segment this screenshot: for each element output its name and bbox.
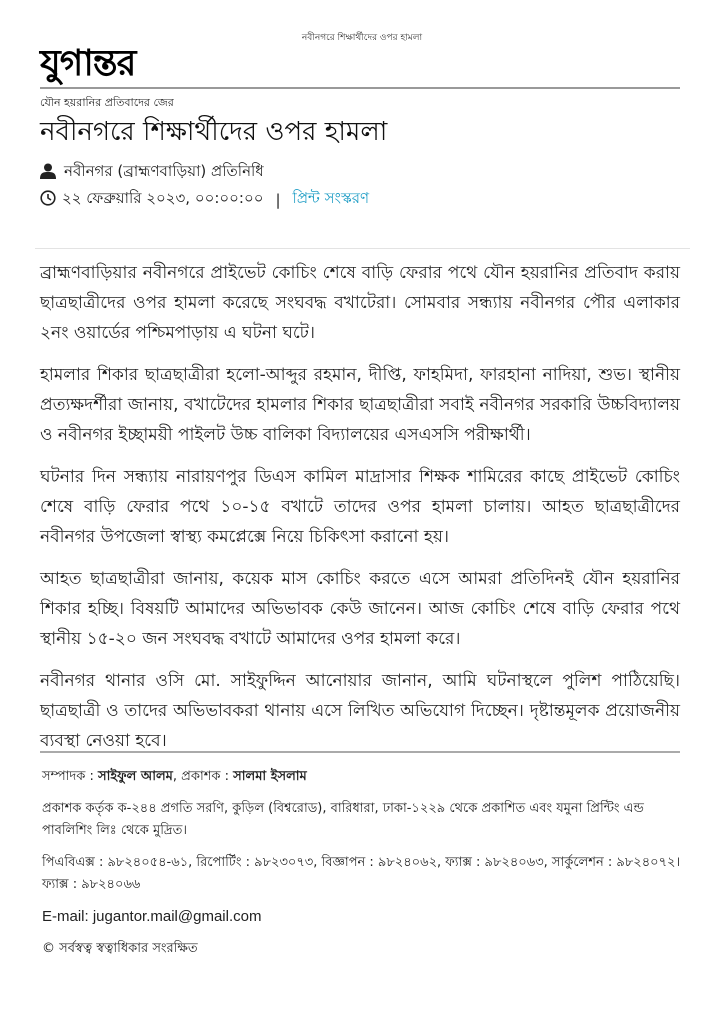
footer bbox=[42, 766, 682, 970]
footer-divider bbox=[40, 751, 680, 753]
dateline bbox=[40, 187, 369, 212]
address: প্রকাশক কর্তৃক ক-২৪৪ প্রগতি সরণি, কুড়িল (বিশ্বরোড), বারিধারা, ঢাকা-১২২৯ থেকে প্রকাশিত এবং যমুনা প্রিন্টিং এন্ড পাবলিশিং লিঃ থেকে মুদ্রিত। bbox=[42, 801, 644, 838]
editor-label: সম্পাদক : bbox=[42, 769, 98, 784]
article-divider bbox=[35, 248, 690, 249]
page-header-title: নবীনগরে শিক্ষার্থীদের ওপর হামলা bbox=[301, 33, 423, 43]
article-body bbox=[40, 258, 680, 768]
clock-icon bbox=[40, 190, 56, 210]
email: E-mail: jugantor.mail@gmail.com bbox=[42, 908, 262, 925]
article-paragraph: ব্রাহ্মণবাড়িয়ার নবীনগরে প্রাইভেট কোচিং শেষে বাড়ি ফেরার পথে যৌন হয়রানির প্রতিবাদ করায় ছাত্রছাত্রীদের ওপর হামলা করেছে সংঘবদ্ধ বখাটেরা। সোমবার সন্ধ্যায় নবীনগর পৌর এলাকার ২নং ওয়ার্ডের পশ্চিমপাড়ায় এ ঘটনা ঘটে। bbox=[40, 263, 680, 343]
editor-name: সাইফুল আলম bbox=[98, 769, 173, 784]
copyright: © সর্বস্বত্ব স্বত্বাধিকার সংরক্ষিত bbox=[42, 941, 198, 956]
publisher-name: সালমা ইসলাম bbox=[233, 769, 307, 784]
article-paragraph: আহত ছাত্রছাত্রীরা জানায়, কয়েক মাস কোচিং করতে এসে আমরা প্রতিদিনই যৌন হয়রানির শিকার হচ্ছি। বিষয়টি আমাদের অভিভাবক কেউ জানেন। আজ কোচিং শেষে বাড়ি ফেরার পথে স্থানীয় ১৫-২০ জন সংঘবদ্ধ বখাটে আমাদের ওপর হামলা করে। bbox=[40, 569, 680, 649]
article-paragraph: নবীনগর থানার ওসি মো. সাইফুদ্দিন আনোয়ার জানান, আমি ঘটনাস্থলে পুলিশ পাঠিয়েছি। ছাত্রছাত্রী ও তাদের অভিভাবকরা থানায় এসে লিখিত অভিযোগ দিচ্ছেন। দৃষ্টান্তমূলক প্রয়োজনীয় ব্যবস্থা নেওয়া হবে। bbox=[40, 671, 680, 751]
article-paragraph: ঘটনার দিন সন্ধ্যায় নারায়ণপুর ডিএস কামিল মাদ্রাসার শিক্ষক শামিরের কাছে প্রাইভেট কোচিং শেষে বাড়ি ফেরার পথে ১০-১৫ বখাটে তাদের ওপর হামলা চালায়। আহত ছাত্রছাত্রীদের নবীনগর উপজেলা স্বাস্থ্য কমপ্লেক্সে নিয়ে চিকিৎসা করানো হয়। bbox=[40, 467, 680, 547]
print-edition-link[interactable]: প্রিন্ট সংস্করণ bbox=[292, 189, 370, 207]
publish-date: ২২ ফেব্রুয়ারি ২০২৩, ০০:০০:০০ bbox=[62, 189, 264, 207]
jugantor-logo: যুগান্তর bbox=[40, 43, 136, 84]
publisher-label: , প্রকাশক : bbox=[172, 769, 234, 784]
article-paragraph: হামলার শিকার ছাত্রছাত্রীরা হলো-আব্দুর রহমান, দীপ্তি, ফাহমিদা, ফারহানা নাদিয়া, শুভ। স্থানীয় প্রত্যক্ষদর্শীরা জানায়, বখাটেদের হামলার শিকার ছাত্রছাত্রীরা সবাই নবীনগর সরকারি উচ্চবিদ্যালয় ও নবীনগর ইচ্ছাময়ী পাইলট উচ্চ বালিকা বিদ্যালয়ের এসএসসি পরীক্ষার্থী। bbox=[40, 365, 680, 445]
article-kicker: যৌন হয়রানির প্রতিবাদের জের bbox=[40, 96, 174, 109]
separator: | bbox=[275, 190, 281, 209]
editor-line bbox=[42, 766, 682, 788]
author-name: নবীনগর (ব্রাহ্মণবাড়িয়া) প্রতিনিধি bbox=[64, 162, 264, 180]
article-headline: নবীনগরে শিক্ষার্থীদের ওপর হামলা bbox=[40, 117, 388, 147]
phone-numbers: পিএবিএক্স : ৯৮২৪০৫৪-৬১, রিপোর্টিং : ৯৮২৩০৭৩, বিজ্ঞাপন : ৯৮২৪০৬২, ফ্যাক্স : ৯৮২৪০৬৩, সার্কুলেশন : ৯৮২৪০৭২। ফ্যাক্স : ৯৮২৪০৬৬ bbox=[42, 855, 681, 892]
header-divider bbox=[40, 87, 680, 89]
byline bbox=[40, 160, 264, 185]
user-icon bbox=[40, 163, 56, 183]
